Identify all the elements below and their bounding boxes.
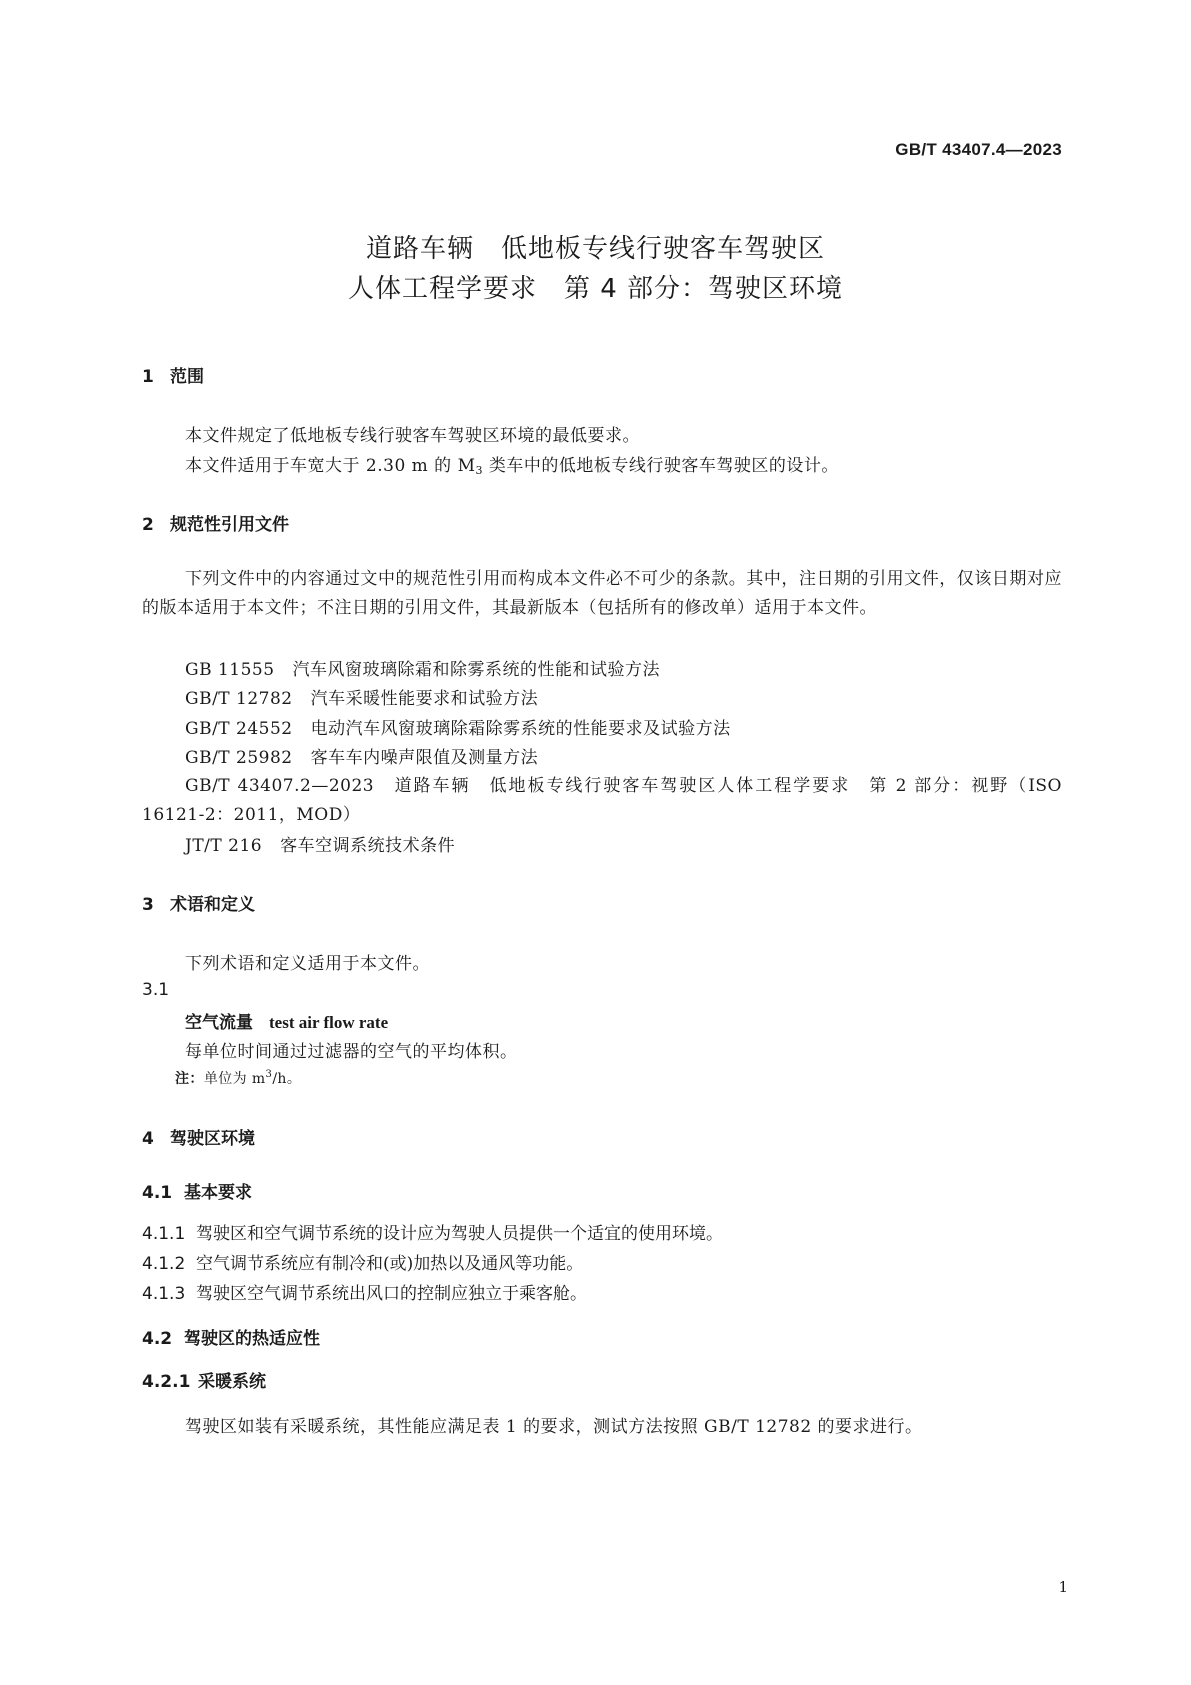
- section-number: 4.2: [142, 1329, 173, 1349]
- section-4-heading: [142, 1124, 255, 1149]
- section-number: 4: [142, 1129, 154, 1149]
- term-note: [175, 1068, 301, 1088]
- reference-item: [185, 714, 731, 739]
- section-4-2-1-heading: [142, 1367, 266, 1392]
- clause-4-1-3: [142, 1279, 587, 1304]
- clause-number: 4.1.3: [142, 1284, 186, 1304]
- section-3-heading: [142, 890, 255, 915]
- reference-item: [185, 743, 538, 768]
- section-title: 范围: [170, 367, 204, 387]
- term-chinese: 空气流量: [185, 1013, 253, 1033]
- note-text-a: 单位为 m: [203, 1071, 266, 1087]
- reference-title: 客车空调系统技术条件: [280, 836, 456, 856]
- terms-intro: 下列术语和定义适用于本文件。: [185, 954, 430, 974]
- section-4-1-heading: [142, 1178, 252, 1203]
- section-title: 驾驶区的热适应性: [184, 1329, 320, 1349]
- reference-item: [185, 831, 455, 856]
- heating-paragraph: 驾驶区如装有采暖系统，其性能应满足表 1 的要求，测试方法按照 GB/T 12782 的要求进行。: [185, 1417, 923, 1437]
- reference-item: [185, 684, 538, 709]
- term-number: 3.1: [142, 980, 170, 1000]
- clause-4-1-1: [142, 1219, 723, 1244]
- section-title: 驾驶区环境: [170, 1129, 255, 1149]
- document-number: GB/T 43407.4—2023: [895, 140, 1062, 159]
- section-1-heading: [142, 362, 204, 387]
- section-title: 术语和定义: [170, 895, 255, 915]
- vehicle-category-subscript: 3: [475, 464, 483, 477]
- clause-text: 驾驶区和空气调节系统的设计应为驾驶人员提供一个适宜的使用环境。: [196, 1224, 723, 1244]
- reference-item: [185, 655, 660, 680]
- section-4-2-heading: [142, 1324, 320, 1349]
- reference-title: 客车车内噪声限值及测量方法: [310, 748, 539, 768]
- reference-title: 汽车风窗玻璃除霜和除雾系统的性能和试验方法: [292, 660, 661, 680]
- reference-item-long: GB/T 43407.2—2023 道路车辆 低地板专线行驶客车驾驶区人体工程学要求 第 2 部分：视野（ISO 16121-2：2011，MOD）: [142, 776, 1062, 825]
- clause-number: 4.1.2: [142, 1254, 186, 1274]
- title-line-1: 道路车辆 低地板专线行驶客车驾驶区: [365, 234, 825, 264]
- note-text-b: /h。: [272, 1071, 302, 1087]
- term-english: test air flow rate: [269, 1013, 389, 1032]
- clause-number: 4.1.1: [142, 1224, 186, 1244]
- section-title: 基本要求: [184, 1183, 252, 1203]
- clause-text: 驾驶区空气调节系统出风口的控制应独立于乘客舱。: [196, 1284, 587, 1304]
- section-number: 1: [142, 367, 154, 387]
- section-2-heading: [142, 510, 289, 535]
- term-heading: [185, 1008, 388, 1033]
- title-line-2: 人体工程学要求 第 4 部分：驾驶区环境: [347, 274, 844, 304]
- reference-title: 电动汽车风窗玻璃除霜除雾系统的性能要求及试验方法: [310, 719, 731, 739]
- reference-code: GB/T 24552: [185, 719, 293, 739]
- scope-paragraph-2: [185, 451, 839, 477]
- reference-code: GB/T 12782: [185, 689, 293, 709]
- term-definition: 每单位时间通过过滤器的空气的平均体积。: [185, 1042, 518, 1062]
- clause-text: 空气调节系统应有制冷和(或)加热以及通风等功能。: [196, 1254, 584, 1274]
- references-intro: 下列文件中的内容通过文中的规范性引用而构成本文件必不可少的条款。其中，注日期的引用文件，仅该日期对应的版本适用于本文件；不注日期的引用文件，其最新版本（包括所有的修改单）适用于本文件。: [142, 569, 1062, 618]
- scope-paragraph-1: 本文件规定了低地板专线行驶客车驾驶区环境的最低要求。: [185, 426, 640, 446]
- page-number: 1: [1058, 1578, 1068, 1596]
- scope-text-b: 类车中的低地板专线行驶客车驾驶区的设计。: [483, 456, 839, 476]
- section-number: 4.2.1: [142, 1372, 191, 1392]
- section-number: 2: [142, 515, 154, 535]
- reference-code: GB/T 25982: [185, 748, 293, 768]
- section-title: 规范性引用文件: [170, 515, 289, 535]
- reference-code: GB 11555: [185, 660, 275, 680]
- section-number: 3: [142, 895, 154, 915]
- section-number: 4.1: [142, 1183, 173, 1203]
- unit-superscript: 3: [265, 1069, 273, 1080]
- clause-4-1-2: [142, 1249, 583, 1274]
- reference-code: JT/T 216: [185, 836, 263, 856]
- note-label: 注：: [175, 1071, 204, 1087]
- scope-text-a: 本文件适用于车宽大于 2.30 m 的 M: [185, 456, 476, 476]
- reference-title: 汽车采暖性能要求和试验方法: [310, 689, 539, 709]
- section-title: 采暖系统: [198, 1372, 266, 1392]
